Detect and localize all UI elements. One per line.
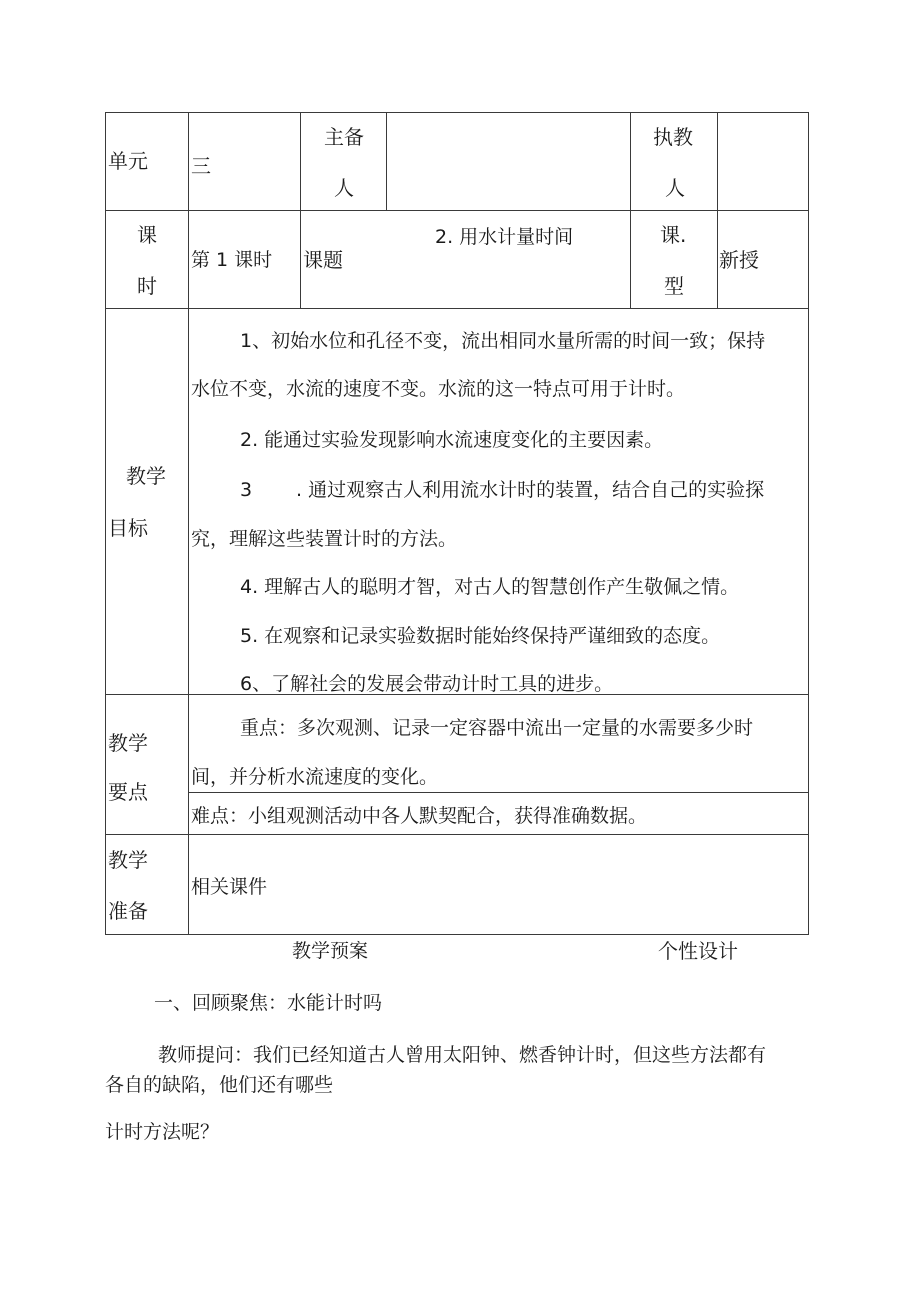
teacher-label-line2: 人 [665, 176, 685, 200]
table-col-divider-5 [717, 112, 718, 309]
objectives-label-line2: 目标 [108, 516, 148, 540]
objective-1-line1: 1、初始水位和孔径不变，流出相同水量所需的时间一致；保持 [240, 330, 766, 352]
objective-1-line2: 水位不变，水流的速度不变。水流的这一特点可用于计时。 [191, 378, 686, 400]
type-label-line2: 型 [664, 274, 684, 298]
key-point-line2: 间，并分析水流速度的变化。 [191, 766, 439, 788]
period-value: 第 1 课时 [191, 249, 273, 271]
objective-6: 6、了解社会的发展会带动计时工具的进步。 [240, 673, 614, 695]
table-border-right [808, 112, 809, 935]
objective-2: 2. 能通过实验发现影响水流速度变化的主要因素。 [240, 429, 664, 451]
section-1-title: 一、回顾聚焦：水能计时吗 [154, 992, 383, 1014]
table-row-divider-4 [105, 834, 809, 835]
table-border-top [105, 112, 809, 113]
lead-preparer-label-line1: 主备 [324, 125, 364, 149]
type-label-line1: 课. [660, 223, 687, 247]
table-row-divider-2 [105, 308, 809, 309]
table-col-divider-label [188, 112, 189, 935]
objective-3-line2: 究，理解这些装置计时的方法。 [191, 528, 458, 550]
unit-label: 单元 [108, 149, 148, 173]
preparation-value: 相关课件 [191, 876, 268, 898]
table-border-bottom [105, 934, 809, 935]
table-col-divider-2 [300, 112, 301, 309]
key-points-label-line1: 教学 [108, 731, 148, 755]
paragraph-1-line1: 教师提问：我们已经知道古人曾用太阳钟、燃香钟计时，但这些方法都有 [158, 1044, 767, 1066]
preparation-label-line1: 教学 [108, 848, 148, 872]
table-row-divider-1 [105, 210, 809, 211]
period-label-line1: 课 [137, 223, 157, 247]
key-points-label-line2: 要点 [108, 780, 148, 804]
plan-column-left-heading: 教学预案 [292, 940, 369, 962]
topic-value: 2. 用水计量时间 [435, 226, 574, 248]
table-border-left [105, 112, 106, 935]
table-col-divider-4 [630, 112, 631, 309]
table-col-divider-3 [386, 112, 387, 210]
objective-3-line1: . 通过观察古人利用流水计时的装置，结合自己的实验探 [296, 479, 765, 501]
preparation-label-line2: 准备 [108, 899, 148, 923]
objective-3-number: 3 [240, 479, 253, 501]
difficulty: 难点：小组观测活动中各人默契配合，获得准确数据。 [191, 805, 648, 827]
objective-4: 4. 理解古人的聪明才智，对古人的智慧创作产生敬佩之情。 [240, 576, 740, 598]
paragraph-1-line2: 各自的缺陷，他们还有哪些 [105, 1074, 334, 1096]
type-value: 新授 [719, 248, 759, 272]
objective-5: 5. 在观察和记录实验数据时能始终保持严谨细致的态度。 [240, 625, 721, 647]
unit-value: 三 [191, 154, 211, 178]
teacher-label-line1: 执教 [653, 125, 693, 149]
period-label-line2: 时 [137, 274, 157, 298]
topic-label: 课题 [303, 248, 343, 272]
lead-preparer-label-line2: 人 [334, 176, 354, 200]
objectives-label-line1: 教学 [126, 464, 166, 488]
plan-column-right-heading: 个性设计 [658, 939, 738, 963]
key-point-line1: 重点：多次观测、记录一定容器中流出一定量的水需要多少时 [240, 717, 754, 739]
table-row-divider-keypoints [188, 792, 809, 793]
paragraph-1-line3: 计时方法呢？ [105, 1121, 220, 1143]
